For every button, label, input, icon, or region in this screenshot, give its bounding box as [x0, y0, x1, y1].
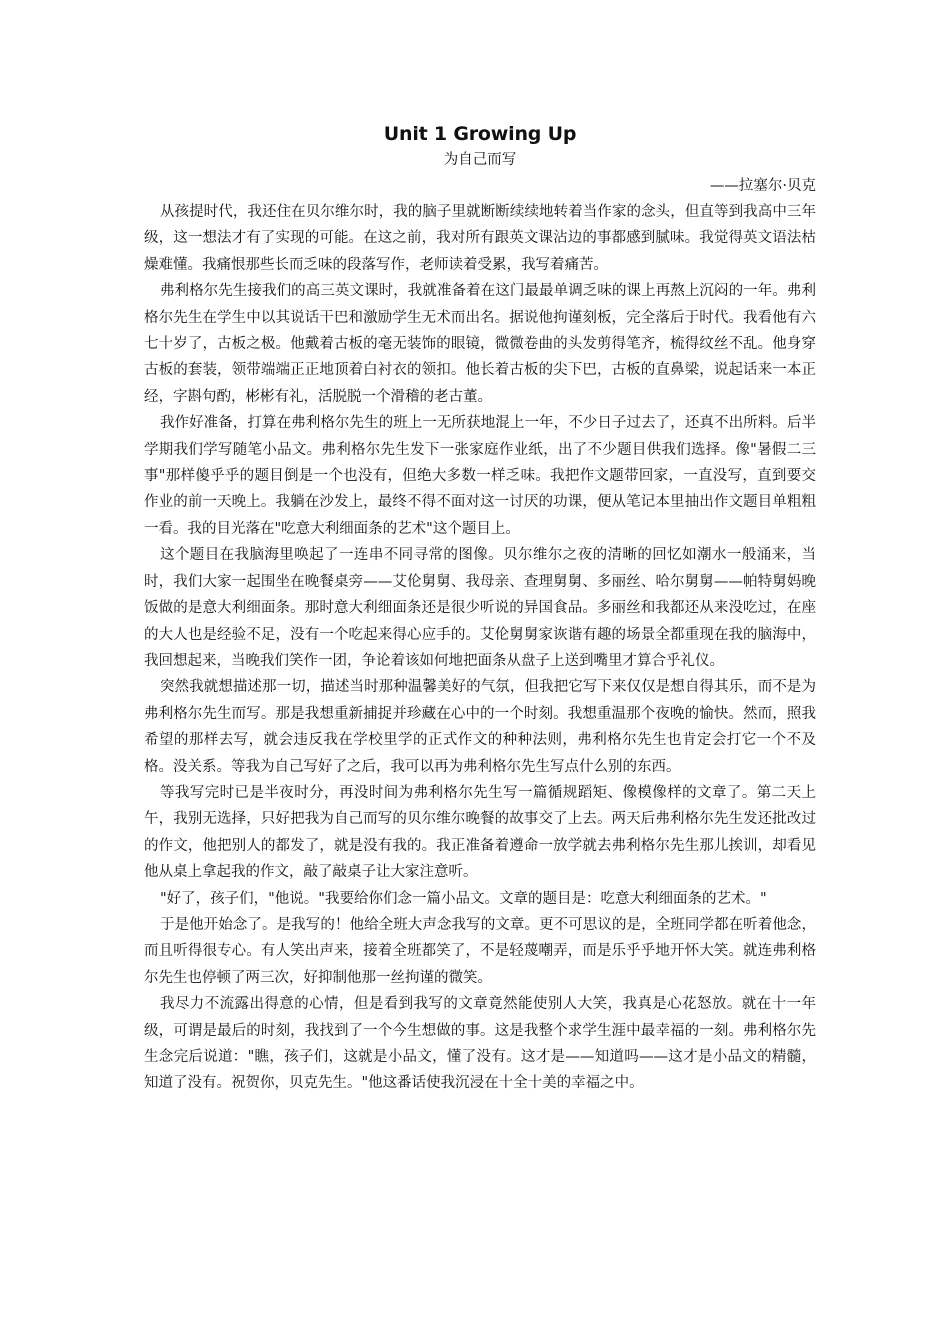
- paragraph: 我作好准备，打算在弗利格尔先生的班上一无所获地混上一年，不少日子过去了，还真不出所料。后半学期我们学写随笔小品文。弗利格尔先生发下一张家庭作业纸，出了不少题目供我们选择。像"暑假二三事"那样傻乎乎的题目倒是一个也没有，但绝大多数一样乏味。我把作文题带回家，一直没写，直到要交作业的前一天晚上。我躺在沙发上，最终不得不面对这一讨厌的功课，便从笔记本里抽出作文题目单粗粗一看。我的目光落在"吃意大利细面条的艺术"这个题目上。: [144, 415, 816, 537]
- paragraph: 从孩提时代，我还住在贝尔维尔时，我的脑子里就断断续续地转着当作家的念头，但直等到我高中三年级，这一想法才有了实现的可能。在这之前，我对所有跟英文课沾边的事都感到腻味。我觉得英文语法枯燥难懂。我痛恨那些长而乏味的段落写作，老师读着受累，我写着痛苦。: [144, 204, 816, 273]
- paragraph: 我尽力不流露出得意的心情，但是看到我写的文章竟然能使别人大笑，我真是心花怒放。就在十一年级，可谓是最后的时刻，我找到了一个今生想做的事。这是我整个求学生涯中最幸福的一刻。弗利格尔先生念完后说道："瞧，孩子们，这就是小品文，懂了没有。这才是——知道吗——这才是小品文的精髓，知道了没有。祝贺你，贝克先生。"他这番话使我沉浸在十全十美的幸福之中。: [144, 996, 816, 1092]
- document-author: ——拉塞尔·贝克: [709, 178, 816, 194]
- paragraph: 突然我就想描述那一切，描述当时那种温馨美好的气氛，但我把它写下来仅仅是想自得其乐，而不是为弗利格尔先生而写。那是我想重新捕捉并珍藏在心中的一个时刻。我想重温那个夜晚的愉快。然而，照我希望的那样去写，就会违反我在学校里学的正式作文的种种法则，弗利格尔先生也肯定会打它一个不及格。没关系。等我为自己写好了之后，我可以再为弗利格尔先生写点什么别的东西。: [144, 679, 816, 775]
- paragraph: 这个题目在我脑海里唤起了一连串不同寻常的图像。贝尔维尔之夜的清晰的回忆如潮水一般涌来，当时，我们大家一起围坐在晚餐桌旁——艾伦舅舅、我母亲、查理舅舅、多丽丝、哈尔舅舅——帕特舅妈晚饭做的是意大利细面条。那时意大利细面条还是很少听说的异国食品。多丽丝和我都还从来没吃过，在座的大人也是经验不足，没有一个吃起来得心应手的。艾伦舅舅家诙谐有趣的场景全都重现在我的脑海中，我回想起来，当晚我们笑作一团，争论着该如何地把面条从盘子上送到嘴里才算合乎礼仪。: [144, 547, 816, 669]
- paragraph: 弗利格尔先生接我们的高三英文课时，我就准备着在这门最最单调乏味的课上再熬上沉闷的一年。弗利格尔先生在学生中以其说话干巴和激励学生无术而出名。据说他拘谨刻板，完全落后于时代。我看他有六七十岁了，古板之极。他戴着古板的毫无装饰的眼镜，微微卷曲的头发剪得笔齐，梳得纹丝不乱。他身穿古板的套装，领带端端正正地顶着白衬衣的领扣。他长着古板的尖下巴，古板的直鼻梁，说起话来一本正经，字斟句酌，彬彬有礼，活脱脱一个滑稽的老古董。: [144, 283, 816, 405]
- paragraph: "好了，孩子们，"他说。"我要给你们念一篇小品文。文章的题目是：吃意大利细面条的艺术。": [159, 890, 767, 907]
- document-body: [144, 121, 816, 1097]
- paragraph: 等我写完时已是半夜时分，再没时间为弗利格尔先生写一篇循规蹈矩、像模像样的文章了。第二天上午，我别无选择，只好把我为自己而写的贝尔维尔晚餐的故事交了上去。两天后弗利格尔先生发还批改过的作文，他把别人的都发了，就是没有我的。我正准备着遵命一放学就去弗利格尔先生那儿挨训，却看见他从桌上拿起我的作文，敲了敲桌子让大家注意听。: [144, 784, 816, 881]
- paragraph: 于是他开始念了。是我写的！他给全班大声念我写的文章。更不可思议的是，全班同学都在听着他念，而且听得很专心。有人笑出声来，接着全班都笑了，不是轻蔑嘲弄，而是乐乎乎地开怀大笑。就连弗利格尔先生也停顿了两三次，好抑制他那一丝拘谨的微笑。: [144, 916, 816, 986]
- document-subtitle: 为自己而写: [443, 152, 517, 168]
- document-title: Unit 1 Growing Up: [383, 123, 577, 145]
